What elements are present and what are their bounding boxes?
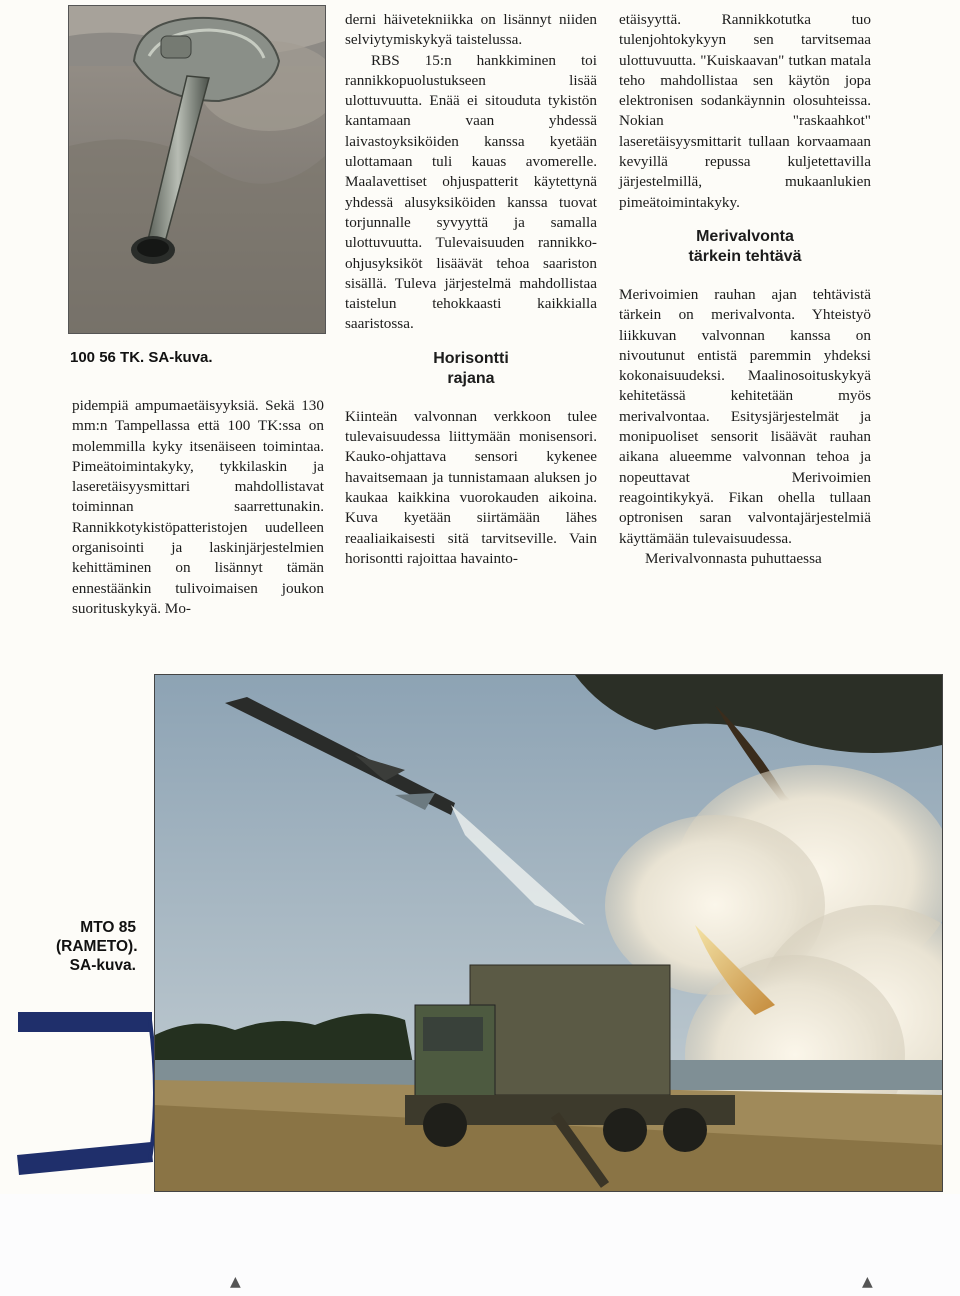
- column-2-paragraph-1: derni häivetekniikka on lisännyt niiden selviytymiskykyä taistelussa.: [345, 11, 597, 49]
- column-3-paragraph-2: Merivoimien rauhan ajan tehtävistä tärkein on merivalvonta. Yhteistyö liikkuvan valvonnan kanssa on nivoutunut entistä paremmin yhdeksi kokonaisuudeksi. Maalinosoituskykyä kehitetässä kehitetään myös merivalvontaa. Esitysjärjestelmät ja monipuoliset sensorit lisäävät rauhan aikana alueemme valvonnan tehoa ja nopeuttavat Merivoimien reagointikykyä. Fikan ohella tullaan optronisen saran valvontajärjestelmiä käyttämään tulevaisuudessa.: [619, 285, 871, 547]
- turret-photo: [68, 5, 326, 334]
- missile-caption: [56, 918, 136, 975]
- turret-image: [69, 6, 325, 333]
- missile-caption-line-3: SA-kuva.: [69, 957, 136, 974]
- column-1: [72, 396, 324, 619]
- column-1-text: pidempiä ampumaetäisyyksiä. Sekä 130 mm:n Tampellassa että 100 TK:ssa on molemmilla kyky itsenäiseen toimintaa. Pimeätoimintakyky, tykkilaskin ja laseretäisyysmittari mahdollistavat toiminnan saarrettunakin. Rannikkotykistöpatteristojen uudelleen organisointi ja laskinjärjestelmien kehittäminen on lisännyt tämän ennestäänkin tulivoimaisen joukon suorituskykyä. Mo-: [72, 397, 324, 617]
- column-2-paragraph-3: Kiinteän valvonnan verkkoon tulee tulevaisuudessa liittymään monisensori. Kauko-ohjattava sensori kykenee havaitsemaan ja tunnistamaan aluksen jo kaukaa kaikkina vuorokauden aikoina. Kuva kyetään siirtämään lähes reaaliaikaisesti sitä tarvitseville. Vain horisontti rajoittaa havainto-: [345, 407, 597, 567]
- subheading-merivalvonta-line-1: Merivalvonta: [696, 227, 794, 245]
- turret-caption: 100 56 TK. SA-kuva.: [70, 349, 213, 366]
- decorative-arc: [0, 1000, 160, 1190]
- column-3-paragraph-1: etäisyyttä. Rannikkotutka tuo tulenjohtokykyyn sen tarvitsemaa ulottuvuutta. "Kuiskaavan" tutkan matala teho mahdollistaa sen käytön jopa elektronisen sodankäynnin olosuhteissa. Nokian "raskaahkot" laseretäisyysmittarit tullaan korvaamaan kevyillä repussa kuljetettavilla järjestelmillä, mukaanlukien pimeätoimintakyky.: [619, 11, 871, 211]
- column-2-paragraph-2: RBS 15:n hankkiminen toi rannikkopuolustukseen lisää ulottuvuutta. Enää ei sitouduta tykistön kantamaan vaan yhdessä laivastoyksiköiden kanssa kyetään ulottamaan tuli kauas avomerelle. Maalavettiset ohjuspatterit käytettynä yhdessä alusyksiköiden kanssa tuovat torjunnalle syvyyttä ja samalla ulottuvuutta. Tulevaisuuden rannikko-ohjusyksiköt lisäävät tehoa saariston sisällä. Tuleva järjestelmä mahdollistaa taistelun tehokkaasti kaikkialla saaristossa.: [345, 51, 597, 333]
- missile-caption-line-2: (RAMETO).: [56, 938, 138, 955]
- subheading-merivalvonta-line-2: tärkein tehtävä: [688, 247, 802, 265]
- subheading-horisontti-line-2: rajana: [447, 369, 495, 387]
- page-mark-left-icon: ▲: [230, 1274, 241, 1290]
- column-2: [345, 10, 597, 569]
- missile-launch-image: [155, 675, 942, 1191]
- bottom-margin: [0, 1194, 960, 1296]
- column-3-paragraph-3: Merivalvonnasta puhuttaessa: [645, 549, 822, 567]
- missile-caption-line-1: MTO 85: [80, 919, 136, 936]
- page-mark-right-icon: ▲: [862, 1274, 873, 1290]
- missile-launch-photo: [154, 674, 943, 1192]
- column-3: [619, 10, 871, 569]
- subheading-horisontti-line-1: Horisontti: [433, 349, 509, 367]
- subheading-horisontti: [345, 349, 597, 389]
- subheading-merivalvonta: [619, 227, 871, 267]
